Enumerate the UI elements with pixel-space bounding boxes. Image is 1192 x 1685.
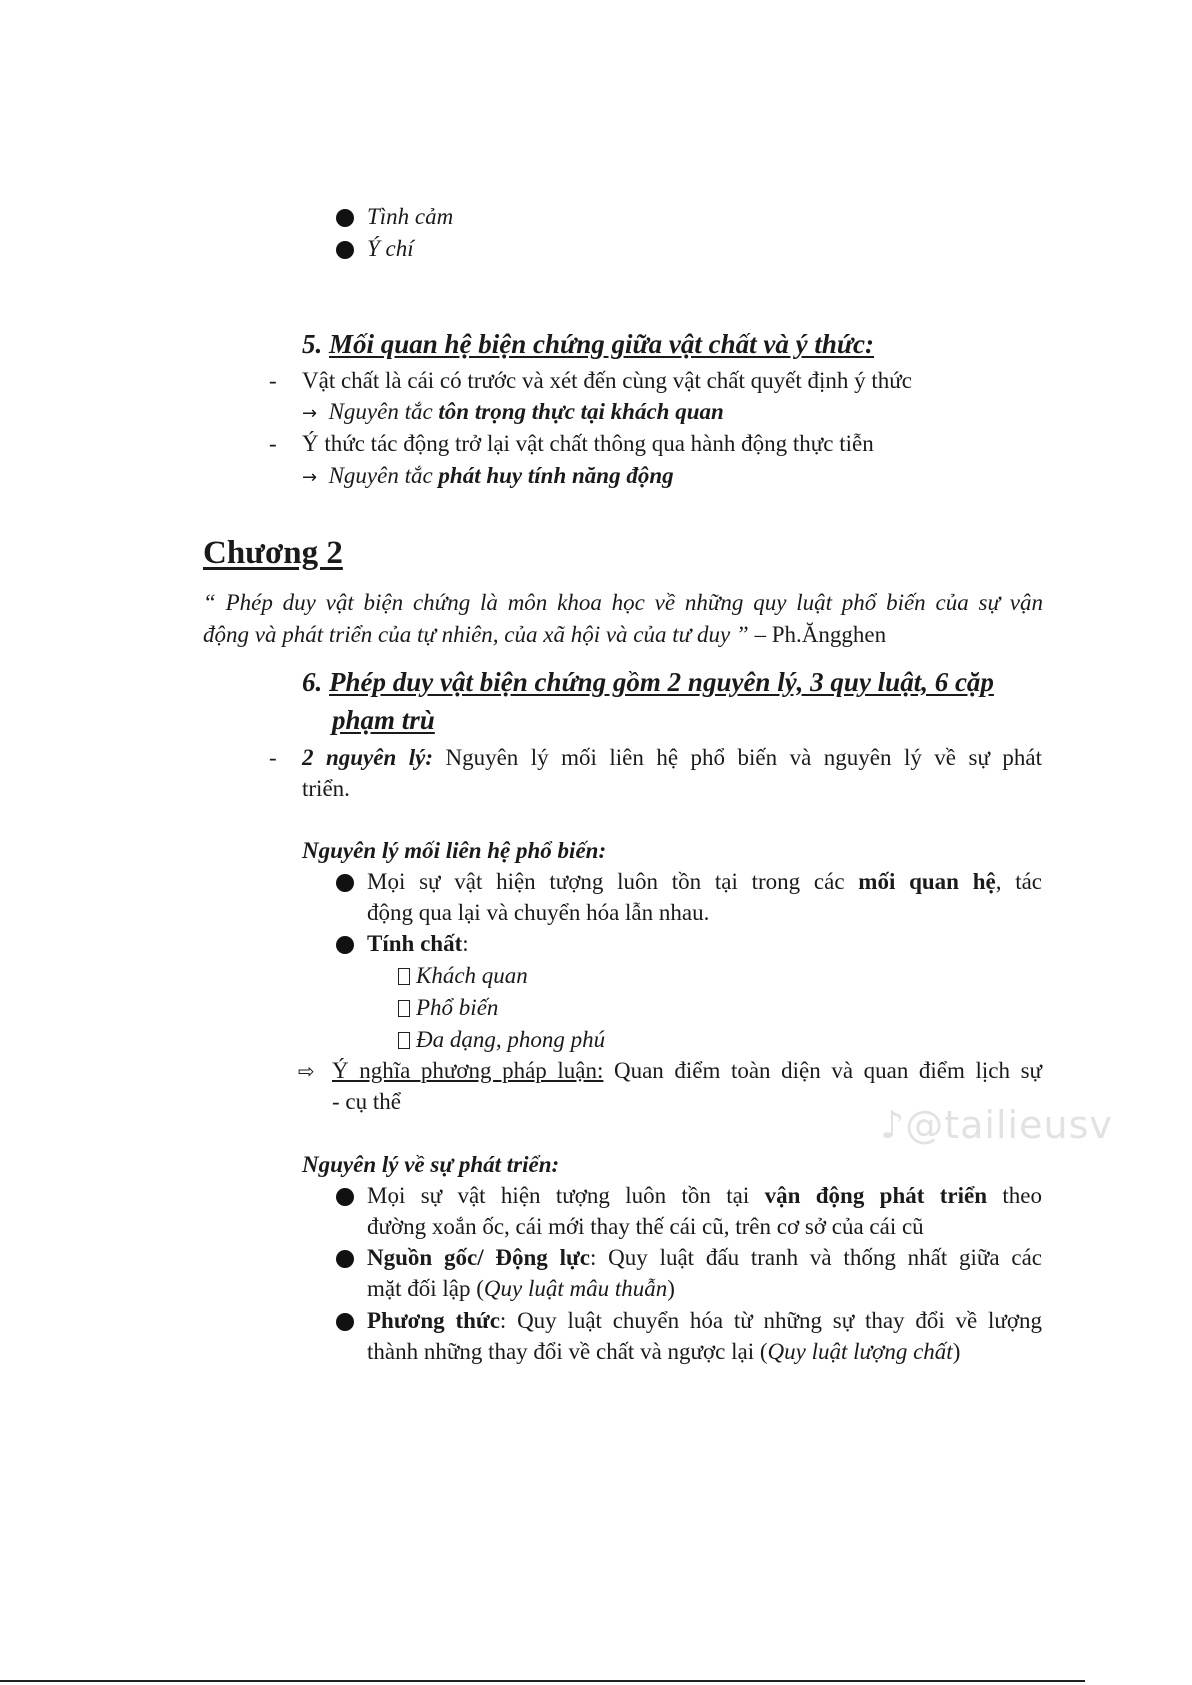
principle2-bullet-cont: mặt đối lập (Quy luật mâu thuẫn) (367, 1276, 675, 1301)
checkbox-icon (398, 1000, 410, 1017)
section5-point: Vật chất là cái có trước và xét đến cùng vật chất quyết định ý thức (302, 368, 912, 393)
principle1-bullet-cont: động qua lại và chuyển hóa lẫn nhau. (367, 900, 710, 925)
property-item: Khách quan (398, 961, 528, 991)
property-item: Đa dạng, phong phú (398, 1025, 605, 1055)
section-title: Mối quan hệ biện chứng giữa vật chất và ý thức: (329, 329, 875, 359)
list-item: Ý chí (367, 236, 414, 261)
section5-arrow-line: → Nguyên tắc tôn trọng thực tại khách quan (302, 399, 724, 424)
principle2-bullet: Nguồn gốc/ Động lực: Quy luật đấu tranh và thống nhất giữa các (367, 1245, 1042, 1270)
bullet-icon (336, 1188, 354, 1206)
chapter-quote: “ Phép duy vật biện chứng là môn khoa học về những quy luật phổ biến của sự vận (203, 590, 1043, 615)
principle2-bullet: Phương thức: Quy luật chuyển hóa từ những sự thay đổi về lượng (367, 1308, 1042, 1333)
arrow-icon: ⇨ (298, 1059, 315, 1083)
section-number: 6. (302, 667, 323, 697)
section-heading-5 (302, 327, 874, 361)
bullet-icon (336, 1313, 354, 1331)
dash-marker: - (269, 431, 277, 456)
quote-author: – Ph.Ăngghen (754, 622, 887, 647)
section-number: 5. (302, 329, 323, 359)
section5-arrow-line: → Nguyên tắc phát huy tính năng động (302, 463, 674, 488)
checkbox-icon (398, 1032, 410, 1049)
principle1-bullet: Mọi sự vật hiện tượng luôn tồn tại trong các mối quan hệ, tác (367, 869, 1042, 894)
principle-heading: Nguyên lý về sự phát triển: (302, 1152, 560, 1177)
principle-heading: Nguyên lý mối liên hệ phổ biến: (302, 838, 607, 863)
section-heading-6-cont: phạm trù (332, 705, 435, 735)
principle2-bullet-cont: đường xoắn ốc, cái mới thay thế cái cũ, trên cơ sở của cái cũ (367, 1214, 924, 1239)
section6-principles: triển. (302, 776, 350, 801)
bullet-icon (336, 874, 354, 892)
chapter-title: Chương 2 (203, 535, 343, 571)
property-item: Phổ biến (398, 993, 498, 1023)
methodology-meaning: Ý nghĩa phương pháp luận: Quan điểm toàn diện và quan điểm lịch sự (332, 1058, 1042, 1083)
section-title: Phép duy vật biện chứng gồm 2 nguyên lý, 3 quy luật, 6 cặp (329, 667, 994, 697)
bullet-icon (336, 1250, 354, 1268)
bullet-icon (336, 241, 354, 259)
principle2-bullet: Mọi sự vật hiện tượng luôn tồn tại vận động phát triển theo (367, 1183, 1043, 1208)
principle2-bullet-cont: thành những thay đổi về chất và ngược lại (Quy luật lượng chất) (367, 1339, 961, 1364)
checkbox-icon (398, 968, 410, 985)
section5-point: Ý thức tác động trở lại vật chất thông qua hành động thực tiễn (302, 431, 874, 456)
dash-marker: - (269, 368, 277, 393)
page-bottom-rule (0, 1680, 1085, 1682)
section6-principles: 2 nguyên lý: Nguyên lý mối liên hệ phổ biến và nguyên lý về sự phát (302, 745, 1042, 770)
bullet-icon (336, 936, 354, 954)
chapter-quote: động và phát triển của tự nhiên, của xã hội và của tư duy ” – Ph.Ăngghen (203, 622, 887, 647)
principle1-bullet: Tính chất: (367, 931, 469, 956)
watermark: ♪@tailieusv (880, 1103, 1113, 1147)
section-heading-6 (302, 665, 994, 699)
methodology-meaning-cont: - cụ thể (332, 1089, 401, 1114)
arrow-icon: → (302, 467, 323, 488)
arrow-icon: → (302, 403, 323, 424)
bullet-icon (336, 209, 354, 227)
list-item: Tình cảm (367, 204, 454, 229)
dash-marker: - (269, 745, 277, 770)
